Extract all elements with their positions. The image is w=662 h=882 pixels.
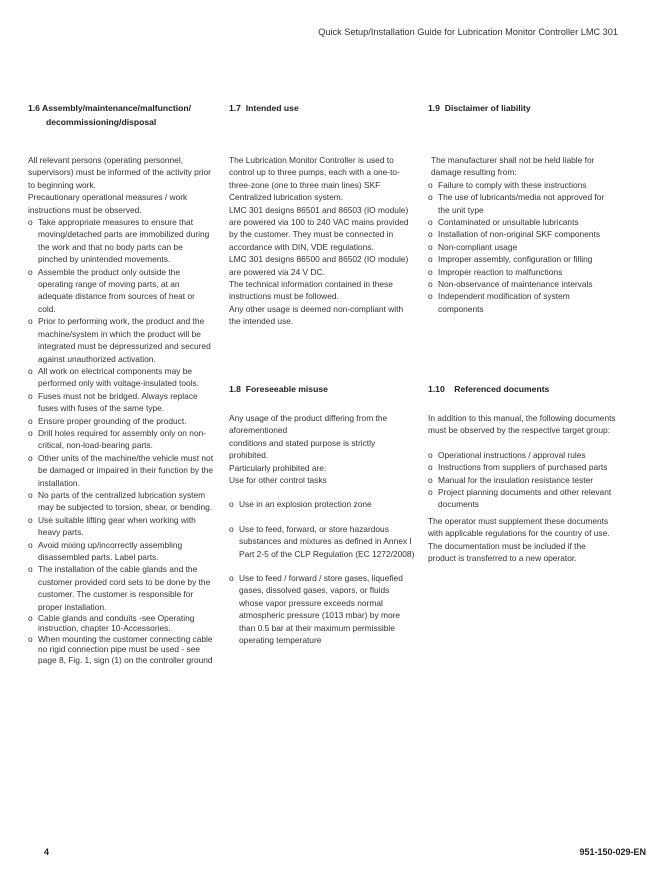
section-title: Assembly/maintenance/malfunction/ xyxy=(42,103,192,113)
section-title: Referenced documents xyxy=(454,384,550,394)
bullet-list xyxy=(428,449,616,511)
list-item: o When mounting the customer connecting cable no rigid connection pipe must be used - see page 8, Fig. 1, sign (1) on the controller ground xyxy=(28,634,214,665)
list-item: o Non-compliant usage xyxy=(428,241,616,253)
list-item: o No parts of the centralized lubrication system may be subjected to torsion, shear, or bending. xyxy=(28,489,214,514)
section-number: 1.7 xyxy=(229,103,241,113)
list-item: o Use to feed, forward, or store hazardous substances and mixtures as defined in Annex I Part 2-5 of the CLP Regulation (EC 1272/2008) xyxy=(229,523,415,560)
list-item: o Contaminated or unsuitable lubricants xyxy=(428,216,616,228)
list-item: o Installation of non-original SKF components xyxy=(428,228,616,240)
list-item: o Improper assembly, configuration or filling xyxy=(428,253,616,265)
list-item: o Independent modification of system components xyxy=(428,290,616,315)
section-1-9-heading xyxy=(428,101,616,115)
section-1-9 xyxy=(428,101,616,315)
paragraph: The technical information contained in these instructions must be followed. xyxy=(229,279,393,302)
section-number: 1.9 xyxy=(428,103,440,113)
list-item: o Assemble the product only outside the operating range of moving parts, at an adequate distance from sources of heat or cold. xyxy=(28,266,214,316)
section-title: Disclaimer of liability xyxy=(444,103,531,113)
paragraph: LMC 301 designs 86501 and 86503 (IO module) are powered via 100 to 240 VAC mains provided by the customer. They must be connected in accordance with DIN, VDE regulations. xyxy=(229,204,409,252)
section-number: 1.8 xyxy=(229,384,241,394)
paragraph: In addition to this manual, the following documents must be observed by the respective target group: xyxy=(428,413,616,436)
section-title: Intended use xyxy=(245,103,299,113)
paragraph: Any usage of the product differing from the aforementioned xyxy=(229,413,388,436)
section-1-10 xyxy=(428,382,616,564)
section-number: 1.10 xyxy=(428,384,445,394)
list-item: o Manual for the insulation resistance tester xyxy=(428,474,616,486)
paragraph: Precautionary operational measures / work instructions must be observed. xyxy=(28,192,188,215)
section-number: 1.6 xyxy=(28,103,40,113)
paragraph: The operator must supplement these documents with applicable regulations for the country of use. xyxy=(428,515,610,539)
list-item: o Non-observance of maintenance intervals xyxy=(428,278,616,290)
list-item: o Other units of the machine/the vehicle must not be damaged or impaired in their function by the installation. xyxy=(28,452,214,489)
paragraph: Any other usage is deemed non-compliant with the intended use. xyxy=(229,303,404,327)
list-item: o Use suitable lifting gear when working with heavy parts. xyxy=(28,514,214,539)
paragraph: LMC 301 designs 86500 and 86502 (IO module) are powered via 24 V DC. xyxy=(229,254,409,277)
paragraph: The documentation must be included if the product is transferred to a new operator. xyxy=(428,540,586,564)
paragraph: conditions and stated purpose is strictly prohibited. xyxy=(229,437,376,461)
list-item: o The use of lubricants/media not approved for the unit type xyxy=(428,191,616,216)
section-title: Foreseeable misuse xyxy=(245,384,328,394)
paragraph: All relevant persons (operating personnel, supervisors) must be informed of the activity prior to beginning work. xyxy=(28,155,211,190)
paragraph: The manufacturer shall not be held liable for damage resulting from: xyxy=(431,155,595,178)
list-item: o Use to feed / forward / store gases, liquefied gases, dissolved gases, vapors, or fluids whose vapor pressure exceeds normal atmospheric pressure (1013 mbar) by more than 0.5 bar at their maximum permissible operating temperature xyxy=(229,572,415,646)
list-item: o All work on electrical components may be performed only with voltage-insulated tools. xyxy=(28,365,214,390)
section-1-8 xyxy=(229,382,415,647)
list-item: o Use in an explosion protection zone xyxy=(229,498,415,510)
paragraph: Use for other control tasks xyxy=(229,475,327,486)
bullet-list xyxy=(28,613,214,665)
list-item: o Take appropriate measures to ensure that moving/detached parts are immobilized during the work and that no body parts can be pinched by unintended movements. xyxy=(28,216,214,266)
section-1-6-heading xyxy=(28,101,214,129)
section-1-10-heading xyxy=(428,382,616,396)
list-item: o Project planning documents and other relevant documents xyxy=(428,486,616,511)
page-number: 4 xyxy=(44,847,50,857)
list-item: o Failure to comply with these instructions xyxy=(428,179,616,191)
page-header: Quick Setup/Installation Guide for Lubrication Monitor Controller LMC 301 xyxy=(318,27,618,37)
list-item: o Fuses must not be bridged. Always replace fuses with fuses of the same type. xyxy=(28,390,214,415)
bullet-list xyxy=(28,216,214,613)
bullet-list xyxy=(428,179,616,315)
list-item: o Drill holes required for assembly only on non-critical, non-load-bearing parts. xyxy=(28,427,214,452)
section-1-7-heading xyxy=(229,101,415,115)
section-1-6 xyxy=(28,101,214,666)
section-title-cont: decommissioning/disposal xyxy=(46,117,157,127)
list-item: o Operational instructions / approval rules xyxy=(428,449,616,461)
section-1-7 xyxy=(229,101,415,328)
paragraph: Particularly prohibited are: xyxy=(229,462,327,473)
list-item: o Instructions from suppliers of purchased parts xyxy=(428,461,616,473)
list-item: o The installation of the cable glands and the customer provided cord sets to be done by the customer. The customer is responsible for proper installation. xyxy=(28,563,214,613)
list-item: o Ensure proper grounding of the product. xyxy=(28,415,214,427)
document-number: 951-150-029-EN xyxy=(579,847,646,857)
list-item: o Prior to performing work, the product and the machine/system in which the product will be integrated must be depressurized and secured against unauthorized activation. xyxy=(28,315,214,365)
list-item: o Improper reaction to malfunctions xyxy=(428,266,616,278)
list-item: o Cable glands and conduits -see Operating instruction, chapter 10-Accessories. xyxy=(28,613,214,634)
section-1-8-heading xyxy=(229,382,415,396)
list-item: o Avoid mixing up/incorrectly assembling disassembled parts. Label parts. xyxy=(28,539,214,564)
paragraph: The Lubrication Monitor Controller is used to control up to three pumps, each with a one-to-three-zone (one to three main lines) SKF Centralized lubrication system. xyxy=(229,155,400,203)
bullet-list xyxy=(229,498,415,646)
